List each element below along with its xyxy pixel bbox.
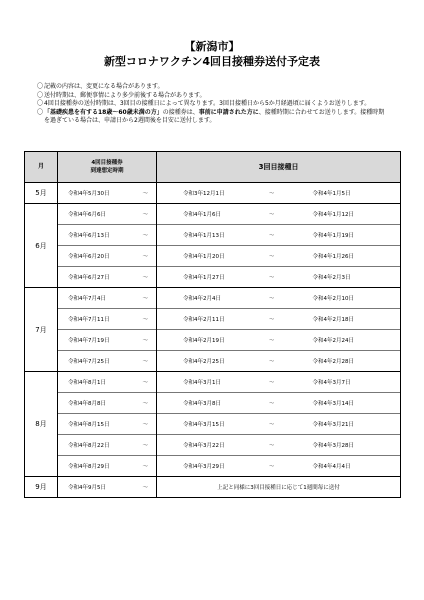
third-dose-from-cell: 令和4年1月6日 [157, 204, 251, 225]
arrival-date-cell: 令和4年6月20日 [58, 246, 135, 267]
tilde-cell: ～ [251, 246, 293, 267]
arrival-date-cell: 令和4年8月1日 [58, 372, 135, 393]
third-dose-to-cell: 令和4年2月18日 [293, 309, 401, 330]
arrival-date-cell: 令和4年8月22日 [58, 435, 135, 456]
table-header-row [25, 152, 401, 183]
third-dose-from-cell: 令和4年2月11日 [157, 309, 251, 330]
note-text: の接種券は、 [162, 108, 199, 116]
third-dose-to-cell: 令和4年3月21日 [293, 414, 401, 435]
note-bullet-icon: 〇 [37, 108, 44, 116]
table-row [25, 393, 401, 414]
third-dose-to-cell: 令和4年2月24日 [293, 330, 401, 351]
tilde-cell: ～ [135, 393, 157, 414]
third-dose-from-cell: 令和4年1月27日 [157, 267, 251, 288]
third-dose-from-cell: 令和4年3月22日 [157, 435, 251, 456]
table-row [25, 351, 401, 372]
third-dose-to-cell: 令和4年2月10日 [293, 288, 401, 309]
note-text: 送付時期は、郵便事情により多少前後する場合があります。 [44, 91, 206, 99]
third-dose-note-cell: 上記と同様に3回目接種日に応じて1週間毎に送付 [157, 477, 401, 498]
table-row [25, 225, 401, 246]
tilde-cell: ～ [135, 309, 157, 330]
tilde-cell: ～ [251, 351, 293, 372]
arrival-date-cell: 令和4年6月13日 [58, 225, 135, 246]
table-row [25, 183, 401, 204]
arrival-date-cell: 令和4年8月15日 [58, 414, 135, 435]
table-row [25, 309, 401, 330]
table-row [25, 477, 401, 498]
arrival-date-cell: 令和4年7月11日 [58, 309, 135, 330]
tilde-cell: ～ [135, 372, 157, 393]
third-dose-from-cell: 令和4年2月25日 [157, 351, 251, 372]
header-third-dose: 3回目接種日 [157, 152, 401, 183]
note-text: 4回目接種券の送付時期は、3回目の接種日によって異なります。3回目接種日から5か月経過頃に届くようお送りします。 [44, 100, 371, 107]
arrival-date-cell: 令和4年8月8日 [58, 393, 135, 414]
page-title: 新型コロナワクチン4回目接種券送付予定表 [103, 55, 321, 68]
schedule-table [24, 151, 401, 498]
third-dose-to-cell: 令和4年1月5日 [293, 183, 401, 204]
arrival-date-cell: 令和4年6月27日 [58, 267, 135, 288]
tilde-cell: ～ [251, 225, 293, 246]
tilde-cell: ～ [135, 477, 157, 498]
tilde-cell: ～ [251, 330, 293, 351]
arrival-date-cell: 令和4年7月19日 [58, 330, 135, 351]
arrival-date-cell: 令和4年9月5日 [58, 477, 135, 498]
third-dose-to-cell: 令和4年1月12日 [293, 204, 401, 225]
third-dose-from-cell: 令和4年3月15日 [157, 414, 251, 435]
table-row [25, 288, 401, 309]
month-cell: 7月 [25, 288, 58, 372]
header-arrival-line1: 4回目接種券 [91, 160, 123, 166]
tilde-cell: ～ [135, 246, 157, 267]
arrival-date-cell: 令和4年8月29日 [58, 456, 135, 477]
note-text: 、接種時期に合わせてお送りします。接種時期を過ぎている場合は、申請日から2週間後を目安に送付します。 [44, 108, 385, 124]
tilde-cell: ～ [135, 414, 157, 435]
month-cell: 6月 [25, 204, 58, 288]
month-cell: 8月 [25, 372, 58, 477]
third-dose-to-cell: 令和4年3月28日 [293, 435, 401, 456]
note-item [37, 83, 389, 92]
third-dose-from-cell: 令和4年3月8日 [157, 393, 251, 414]
table-row [25, 267, 401, 288]
month-cell: 5月 [25, 183, 58, 204]
note-bullet-icon: 〇 [37, 83, 44, 90]
note-item [37, 100, 389, 109]
tilde-cell: ～ [251, 204, 293, 225]
arrival-date-cell: 令和4年7月4日 [58, 288, 135, 309]
header-month: 月 [25, 152, 58, 183]
third-dose-to-cell: 令和4年2月3日 [293, 267, 401, 288]
third-dose-to-cell: 令和4年3月7日 [293, 372, 401, 393]
tilde-cell: ～ [135, 330, 157, 351]
tilde-cell: ～ [251, 372, 293, 393]
third-dose-from-cell: 令和4年1月20日 [157, 246, 251, 267]
third-dose-to-cell: 令和4年2月28日 [293, 351, 401, 372]
tilde-cell: ～ [135, 435, 157, 456]
title-city: 【新潟市】 [184, 40, 240, 53]
tilde-cell: ～ [135, 225, 157, 246]
header-arrival [58, 152, 157, 183]
note-bullet-icon: 〇 [37, 100, 44, 107]
third-dose-from-cell: 令和4年1月13日 [157, 225, 251, 246]
tilde-cell: ～ [135, 204, 157, 225]
table-row [25, 372, 401, 393]
note-item [37, 109, 389, 126]
tilde-cell: ～ [251, 435, 293, 456]
table-row [25, 456, 401, 477]
third-dose-to-cell: 令和4年1月26日 [293, 246, 401, 267]
arrival-date-cell: 令和4年7月25日 [58, 351, 135, 372]
month-cell: 9月 [25, 477, 58, 498]
note-bullet-icon: 〇 [37, 91, 44, 99]
tilde-cell: ～ [251, 456, 293, 477]
header-arrival-line2: 到達想定時期 [90, 168, 124, 174]
table-row [25, 204, 401, 225]
note-item [37, 92, 389, 101]
note-emphasis: 「基礎疾患を有する18歳～60歳未満の方」 [44, 108, 163, 116]
table-row [25, 435, 401, 456]
arrival-date-cell: 令和4年5月30日 [58, 183, 135, 204]
third-dose-to-cell: 令和4年3月14日 [293, 393, 401, 414]
notes-list [37, 83, 389, 126]
third-dose-from-cell: 令和3年12月1日 [157, 183, 251, 204]
third-dose-to-cell: 令和4年4月4日 [293, 456, 401, 477]
tilde-cell: ～ [135, 351, 157, 372]
tilde-cell: ～ [135, 183, 157, 204]
table-body [25, 183, 401, 498]
tilde-cell: ～ [251, 288, 293, 309]
tilde-cell: ～ [135, 288, 157, 309]
tilde-cell: ～ [251, 309, 293, 330]
tilde-cell: ～ [135, 456, 157, 477]
arrival-date-cell: 令和4年6月6日 [58, 204, 135, 225]
table-row [25, 246, 401, 267]
tilde-cell: ～ [251, 414, 293, 435]
note-emphasis: 事前に申請された方に [198, 108, 259, 116]
third-dose-from-cell: 令和4年2月19日 [157, 330, 251, 351]
tilde-cell: ～ [251, 393, 293, 414]
tilde-cell: ～ [135, 267, 157, 288]
note-text: 記載の内容は、変更になる場合があります。 [44, 83, 164, 90]
tilde-cell: ～ [251, 183, 293, 204]
third-dose-to-cell: 令和4年1月19日 [293, 225, 401, 246]
table-row [25, 330, 401, 351]
third-dose-from-cell: 令和4年3月29日 [157, 456, 251, 477]
table-row [25, 414, 401, 435]
third-dose-from-cell: 令和4年2月4日 [157, 288, 251, 309]
tilde-cell: ～ [251, 267, 293, 288]
third-dose-from-cell: 令和4年3月1日 [157, 372, 251, 393]
